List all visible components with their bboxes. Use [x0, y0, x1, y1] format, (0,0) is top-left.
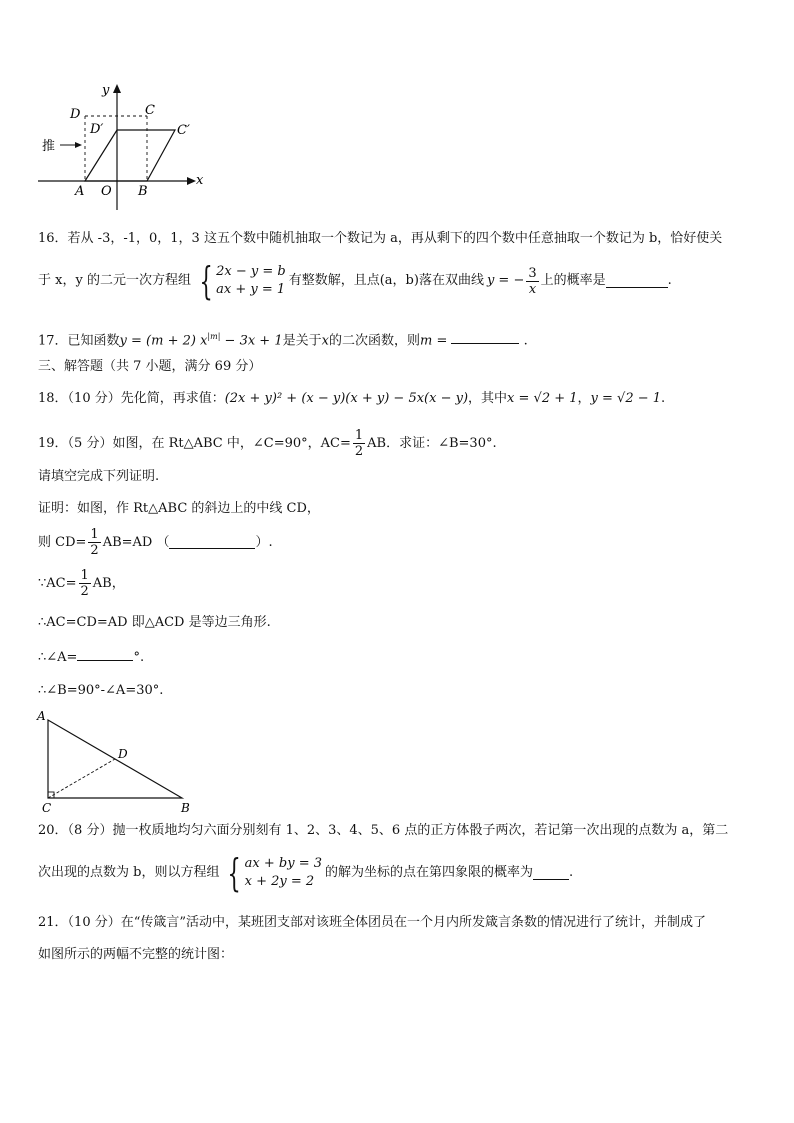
q19-proof-step2: 则 CD= $\frac{1}{2}$ AB=AD （ ）. — [38, 527, 273, 558]
point-label-c: C — [42, 801, 52, 815]
q20-line1: 20．（8 分）抛一枚质地均匀六面分别刻有 1、2、3、4、5、6 点的正方体骰子两次，若记第一次出现的点数为 a，第二 — [38, 823, 729, 838]
right-triangle-figure — [30, 706, 200, 816]
q17-answer-blank[interactable] — [451, 331, 519, 344]
q16-fraction: $\frac{3}{x}$ — [528, 265, 537, 297]
q18-line: 18．（10 分）先化简，再求值：(2x + y)² + (x − y)(x + y) − 5x(x − y)，其中x = √2 + 1，y = √2 − 1. — [38, 391, 666, 406]
q21-line2: 如图所示的两幅不完整的统计图： — [38, 947, 234, 962]
q16-text-c: 上的概率是 — [540, 273, 606, 288]
q16-answer-blank[interactable] — [606, 275, 668, 288]
q16-eq1: 2x − y = b — [216, 264, 286, 279]
point-label-a: A — [37, 709, 46, 723]
q20-line2: 次出现的点数为 b，则以方程组 { ax + by = 3 x + 2y = 2 的解为坐标的点在第四象限的概率为 . — [38, 851, 574, 895]
point-label-c: C — [145, 103, 155, 118]
axis-label-y: y — [102, 83, 110, 98]
q19-proof-step4: ∴AC=CD=AD 即△ACD 是等边三角形. — [38, 615, 271, 630]
q20-answer-blank[interactable] — [533, 867, 569, 880]
q19-line1: 19．（5 分）如图，在 Rt△ABC 中，∠C=90°，AC= $\frac{1}{2}$ AB．求证：∠B=30°. — [38, 428, 497, 459]
q16-text-a: 于 x，y 的二元一次方程组 — [38, 273, 191, 288]
q21-line1: 21．（10 分）在“传箴言”活动中，某班团支部对该班全体团员在一个月内所发箴言条数的情况进行了统计，并制成了 — [38, 915, 707, 930]
q16-line2: 于 x，y 的二元一次方程组 { 2x − y = b ax + y = 1 有整数解，且点(a，b)落在双曲线 y = − $\frac{3}{x}$ 上的概率是 . — [38, 259, 672, 303]
point-label-d-prime: D′ — [90, 122, 104, 137]
q20-eq1: ax + by = 3 — [244, 856, 322, 871]
axis-label-x: x — [196, 173, 204, 188]
parallelogram-figure — [30, 78, 220, 218]
point-label-a: A — [75, 184, 85, 199]
q19-proof-step3: ∵AC= $\frac{1}{2}$ AB， — [38, 568, 125, 599]
q19-proof-step5: ∴∠A= °. — [38, 650, 145, 665]
q17-line: 17．已知函数y = (m + 2) $x^{|m|} - 3x + 1$是关于x的二次函数，则m = . — [38, 332, 528, 349]
point-label-d: D — [70, 107, 81, 122]
q16-curve-lhs: y = − — [486, 273, 525, 288]
q19-proof-step6: ∴∠B=90°-∠A=30°. — [38, 683, 164, 698]
q20-equation-system: { ax + by = 3 x + 2y = 2 — [227, 851, 322, 895]
q20-eq2: x + 2y = 2 — [244, 874, 315, 889]
q19-proof-step1: 证明：如图，作 Rt△ABC 的斜边上的中线 CD， — [38, 501, 320, 516]
point-label-b: B — [138, 184, 148, 199]
q17-function: y = (m + 2) x — [119, 333, 208, 349]
point-label-d: D — [118, 747, 128, 761]
q19-angle-blank[interactable] — [77, 648, 133, 661]
point-label-o: O — [101, 184, 112, 199]
point-label-c-prime: C′ — [177, 123, 190, 138]
q19-instruction: 请填空完成下列证明. — [38, 469, 160, 484]
q19-reason-blank[interactable] — [169, 536, 255, 549]
section3-title: 三、解答题（共 7 小题，满分 69 分） — [38, 359, 262, 374]
point-label-b: B — [181, 801, 190, 815]
q16-line1: 16．若从 -3，-1，0，1，3 这五个数中随机抽取一个数记为 a，再从剩下的四个数中任意抽取一个数记为 b，恰好使关 — [38, 231, 723, 246]
push-label: 推 — [42, 139, 56, 154]
q16-text-b: 有整数解，且点(a，b)落在双曲线 — [288, 273, 484, 288]
q16-equation-system: { 2x − y = b ax + y = 1 — [199, 259, 286, 303]
q16-eq2: ax + y = 1 — [216, 282, 286, 297]
q18-expression: (2x + y)² + (x − y)(x + y) − 5x(x − y) — [224, 391, 469, 406]
